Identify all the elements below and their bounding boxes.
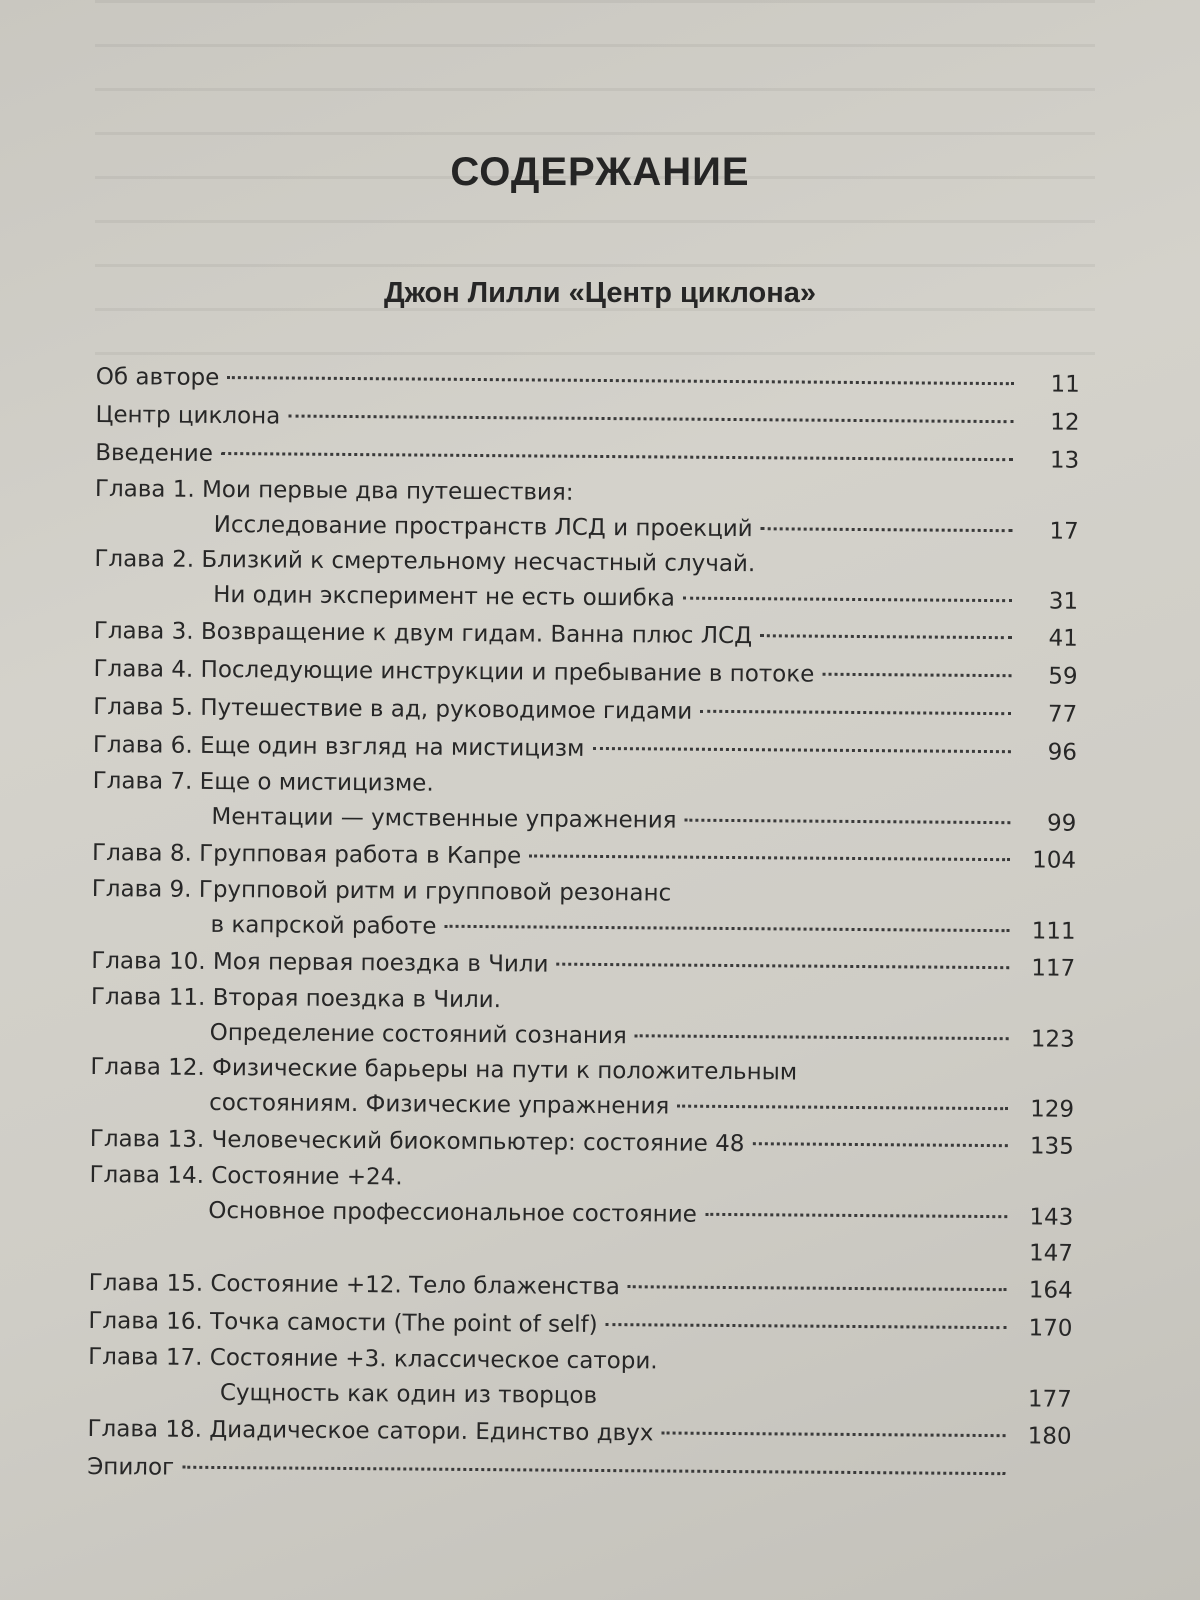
toc-entry-title: Основное профессиональное состояние [208,1197,697,1228]
toc-page-number: 41 [1048,625,1078,652]
dot-leader [700,710,1011,715]
dot-leader [635,1034,1009,1040]
dot-leader [592,747,1010,753]
toc-page-number: 135 [1029,1133,1074,1160]
toc-entry-title: Глава 8. Групповая работа в Капре [92,839,522,870]
book-title: Джон Лилли «Центр циклона» [383,277,817,309]
dot-leader [761,527,1013,532]
toc-entry [87,1410,1071,1456]
toc-entry-first-line: Глава 11. Вторая поездка в Чили. [90,983,502,1014]
toc-entry-title: Определение состояний сознания [209,1019,627,1050]
dot-leader [182,1466,1005,1475]
toc-page-number: 177 [1027,1386,1072,1413]
dot-leader [685,819,1011,825]
dot-leader [760,634,1012,639]
dot-leader [288,415,1013,424]
toc-entry [87,1448,1071,1494]
toc-entry-first-line: Глава 14. Состояние +24. [89,1161,403,1191]
toc-entry-first-line: Глава 9. Групповой ритм и групповой резонанс [91,875,672,907]
dot-leader [822,673,1011,677]
dot-leader [556,963,1009,970]
toc-page-number: 104 [1032,847,1077,874]
dot-leader [529,854,1010,861]
dot-leader [605,1394,1006,1400]
toc-entry-first-line: Глава 7. Еще о мистицизме. [92,767,434,797]
toc-page-number: 111 [1031,918,1076,945]
dot-leader [628,1285,1007,1291]
toc-page-number: 11 [1050,371,1080,398]
toc-page-number: 180 [1027,1423,1072,1450]
toc-page-number: 123 [1030,1026,1075,1053]
dot-leader [683,597,1012,603]
toc-page-number: 143 [1029,1204,1074,1231]
table-of-contents [87,358,1080,1494]
toc-page-number: 77 [1047,701,1078,728]
toc-entry-title: Центр циклона [95,401,281,430]
dot-leader [97,1244,1007,1254]
dot-leader [752,1142,1007,1147]
toc-page-number: 59 [1048,663,1078,690]
toc-page-number: 12 [1050,409,1080,436]
dot-leader [227,376,1014,385]
toc-entry-title: Введение [95,439,214,467]
dot-leader [705,1213,1007,1218]
toc-entry-title: Ни один эксперимент не есть ошибка [213,581,675,612]
toc-page-number: 129 [1030,1096,1075,1123]
toc-page-number: 164 [1028,1277,1073,1304]
toc-entry-title: Глава 18. Диадическое сатори. Единство двух [87,1415,654,1447]
page-title: СОДЕРЖАНИЕ [450,150,750,194]
toc-entry-title: Ментации — умственные упражнения [211,803,677,834]
toc-entry-title: Глава 4. Последующие инструкции и пребывание в потоке [93,655,815,688]
toc-page-number: 13 [1049,447,1080,474]
toc-page-number: 117 [1031,955,1076,982]
toc-entry-first-line: Глава 12. Физические барьеры на пути к положительным [90,1053,798,1086]
toc-entry-title: Об авторе [95,363,220,391]
toc-entry-first-line: Глава 2. Близкий к смертельному несчастный случай. [94,545,756,578]
toc-entry-title: состояниям. Физические упражнения [209,1089,670,1120]
toc-page-number: 170 [1028,1315,1073,1342]
toc-entry-title: Эпилог [87,1453,175,1481]
dot-leader [661,1431,1005,1437]
toc-entry-title: Глава 10. Моя первая поездка в Чили [91,947,549,978]
toc-entry [95,396,1079,442]
toc-page-number: 31 [1048,588,1079,615]
toc-entry-title: Глава 13. Человеческий биокомпьютер: состояние 48 [89,1125,745,1158]
dot-leader [221,452,1013,461]
toc-entry-title: Глава 6. Еще один взгляд на мистицизм [92,731,585,762]
toc-entry-title: Глава 15. Состояние +12. Тело блаженства [88,1269,621,1301]
toc-entry-title: Исследование пространств ЛСД и проекций [213,511,753,543]
toc-page-number: 147 [1028,1240,1074,1267]
toc-page-number: 99 [1046,810,1077,837]
dot-leader [444,925,1009,932]
toc-page-number: 17 [1049,518,1079,545]
toc-entry-title: в капрской работе [210,911,437,940]
dot-leader [677,1105,1008,1111]
dot-leader [606,1323,1007,1329]
toc-entry-first-line: Глава 17. Состояние +3. классическое сатори. [88,1343,658,1375]
toc-page-number: 96 [1047,739,1078,766]
toc-entry-first-line: Глава 1. Мои первые два путешествия: [94,475,574,506]
toc-entry-title: Глава 3. Возвращение к двум гидам. Ванна плюс ЛСД [93,617,753,650]
toc-entry-title: Сущность как один из творцов [219,1380,598,1409]
toc-entry-title: Глава 16. Точка самости (The point of self) [88,1307,598,1338]
toc-entry-title: Глава 5. Путешествие в ад, руководимое гидами [93,693,693,725]
